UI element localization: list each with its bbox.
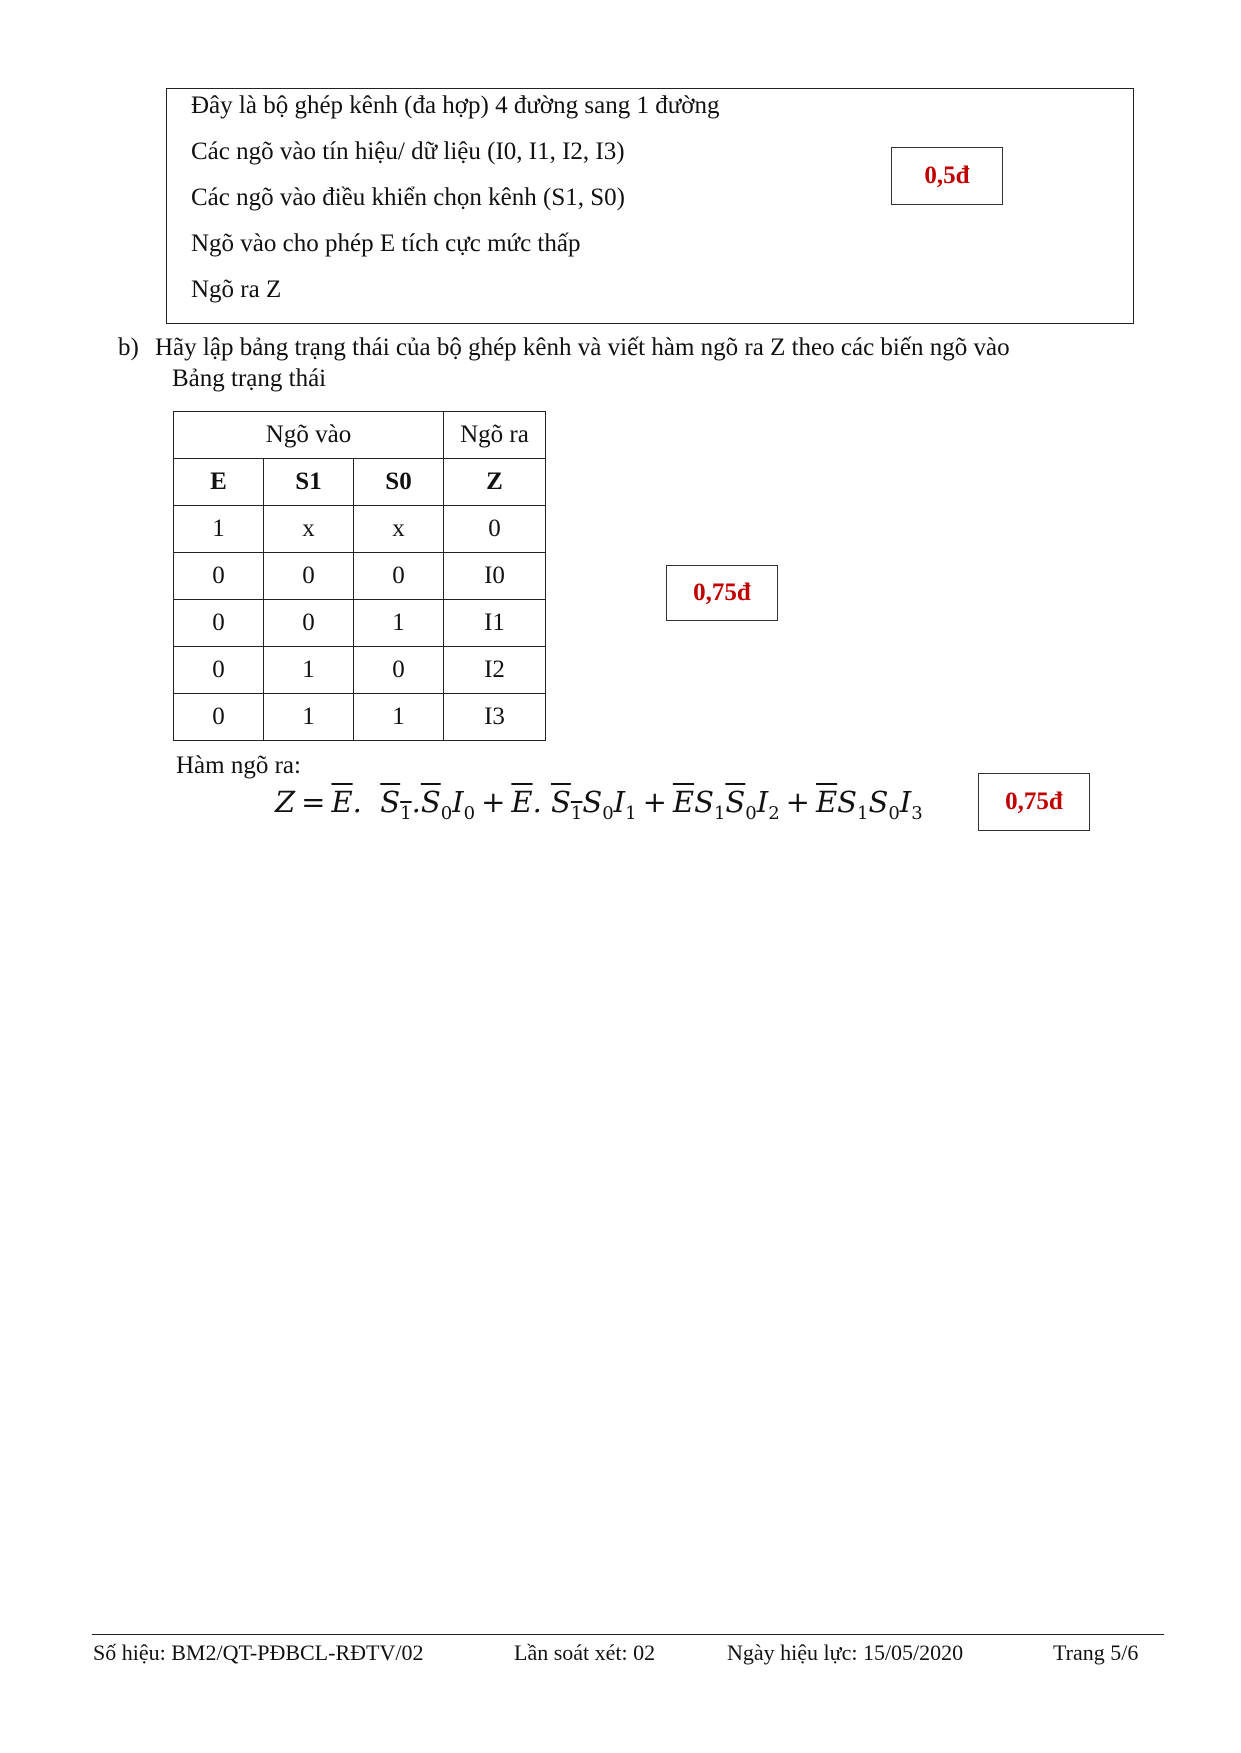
score-badge: 0,75đ	[978, 773, 1090, 831]
question-marker: b)	[118, 334, 139, 361]
function-label: Hàm ngõ ra:	[176, 752, 301, 779]
answer-line: Các ngõ vào tín hiệu/ dữ liệu (I0, I1, I2, I3)	[191, 138, 625, 165]
table-cell: x	[264, 506, 354, 553]
table-row	[174, 506, 546, 553]
footer-doc-code: Số hiệu: BM2/QT-PĐBCL-RĐTV/02	[93, 1640, 424, 1665]
score-badge: 0,5đ	[891, 147, 1003, 205]
footer-page-number: Trang 5/6	[1053, 1640, 1139, 1665]
column-header: Z	[444, 459, 546, 506]
table-cell: 0	[174, 600, 264, 647]
table-cell: I2	[444, 647, 546, 694]
answer-box	[166, 88, 1134, 324]
table-cell: 1	[264, 647, 354, 694]
answer-line: Ngõ ra Z	[191, 276, 282, 303]
table-cell: 0	[174, 694, 264, 741]
truth-table	[173, 411, 546, 741]
table-caption: Bảng trạng thái	[172, 365, 327, 392]
score-badge: 0,75đ	[666, 565, 778, 621]
answer-line: Đây là bộ ghép kênh (đa hợp) 4 đường sang 1 đường	[191, 92, 720, 119]
table-row	[174, 694, 546, 741]
table-cell: 0	[354, 647, 444, 694]
column-header: S1	[264, 459, 354, 506]
column-header: S0	[354, 459, 444, 506]
table-cell: 0	[354, 553, 444, 600]
table-cell: 0	[444, 506, 546, 553]
group-header-inputs: Ngõ vào	[174, 412, 444, 459]
table-cell: 0	[264, 600, 354, 647]
table-row	[174, 647, 546, 694]
group-header-output: Ngõ ra	[444, 412, 546, 459]
table-group-header-row	[174, 412, 546, 459]
table-cell: 0	[264, 553, 354, 600]
table-row	[174, 600, 546, 647]
answer-line: Các ngõ vào điều khiển chọn kênh (S1, S0)	[191, 184, 625, 211]
table-row	[174, 553, 546, 600]
table-cell: 1	[264, 694, 354, 741]
table-cell: 0	[174, 647, 264, 694]
table-cell: I0	[444, 553, 546, 600]
table-cell: I3	[444, 694, 546, 741]
table-cell: 1	[354, 694, 444, 741]
table-cell: 1	[174, 506, 264, 553]
footer-revision: Lần soát xét: 02	[514, 1640, 656, 1665]
table-header-row	[174, 459, 546, 506]
column-header: E	[174, 459, 264, 506]
table-cell: x	[354, 506, 444, 553]
question-text: Hãy lập bảng trạng thái của bộ ghép kênh và viết hàm ngõ ra Z theo các biến ngõ vào	[155, 334, 1010, 361]
footer-effective-date: Ngày hiệu lực: 15/05/2020	[727, 1640, 964, 1665]
answer-line: Ngõ vào cho phép E tích cực mức thấp	[191, 230, 581, 257]
table-cell: I1	[444, 600, 546, 647]
footer-divider	[92, 1634, 1164, 1635]
output-formula: $Z = \overline{E}$. $S_1.\overline{S}_0I_0 + \overline{E}$. $S_1S_0I_1 + \overline{E}S_1\overline{S}_0I_2 + \overline{E}S_1S_0I_3$	[275, 785, 923, 824]
table-cell: 1	[354, 600, 444, 647]
table-cell: 0	[174, 553, 264, 600]
